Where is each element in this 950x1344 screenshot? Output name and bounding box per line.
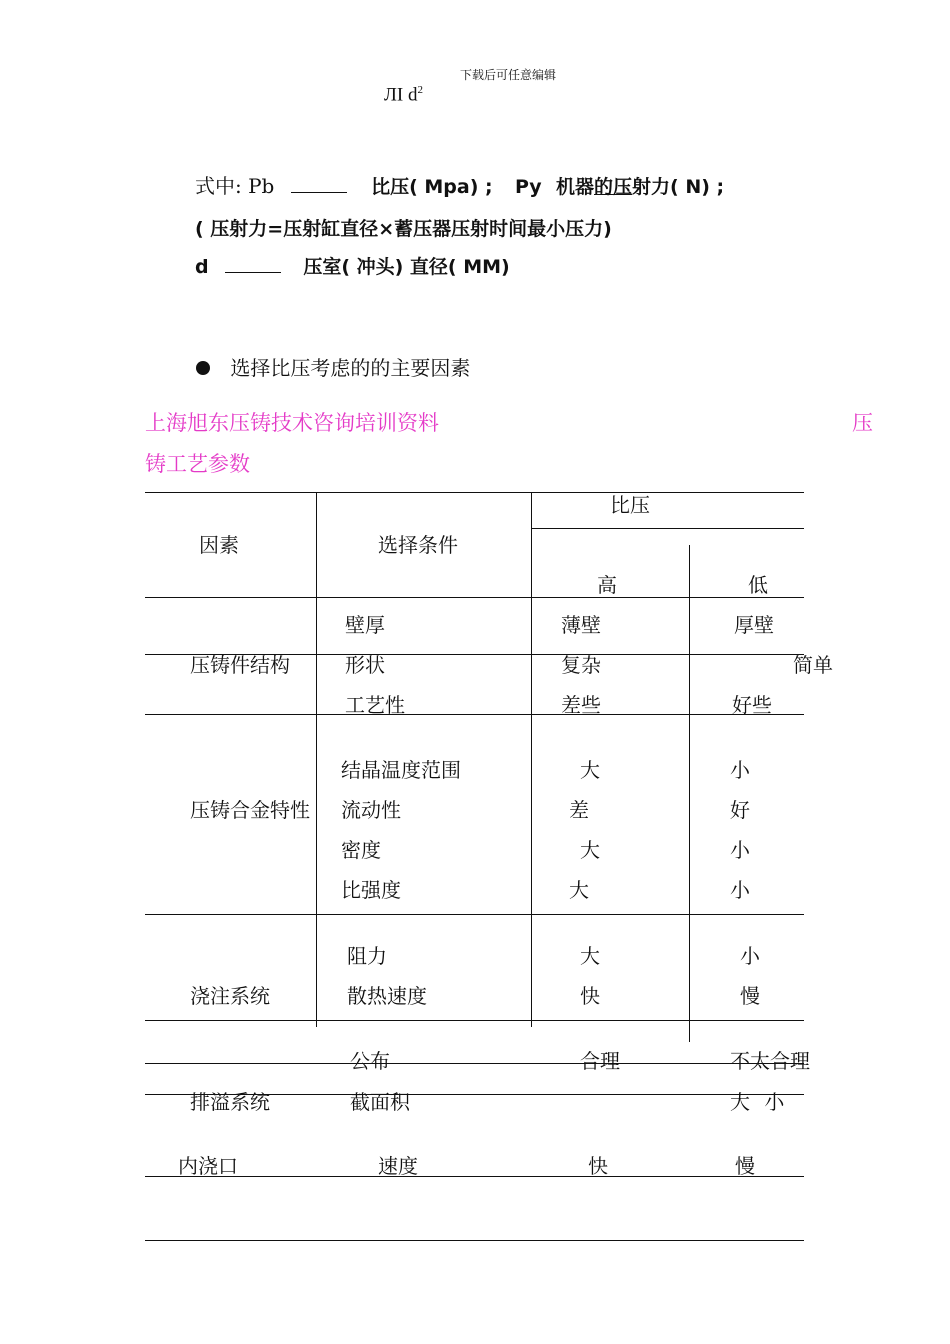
- table-rule: [316, 492, 317, 1027]
- condition-cell: 比强度: [341, 878, 401, 902]
- low-cell: 不太合理: [730, 1049, 810, 1073]
- high-cell: 大: [580, 838, 600, 862]
- table-rule: [145, 1020, 804, 1021]
- high-cell: 差: [569, 798, 589, 822]
- low-cell: 简单: [793, 653, 833, 677]
- factor-cell: 浇注系统: [190, 984, 270, 1008]
- condition-cell: 壁厚: [345, 613, 385, 637]
- low-cell: 厚壁: [734, 613, 774, 637]
- header-condition: 选择条件: [378, 533, 458, 557]
- def3-prefix: d: [195, 256, 209, 278]
- factor-cell: 排溢系统: [190, 1090, 270, 1114]
- magenta-title-left: 上海旭东压铸技术咨询培训资料: [145, 411, 439, 435]
- def1-term2a: 机器: [556, 176, 595, 198]
- formula-text: ЛI d: [384, 84, 418, 106]
- definition-line-3: [195, 254, 510, 279]
- high-cell: 合理: [580, 1049, 620, 1073]
- section-bullet-item: [196, 356, 470, 380]
- section-bullet-text: 选择比压考虑的的主要因素: [230, 356, 471, 380]
- header-high: 高: [597, 573, 617, 597]
- definition-line-1: [195, 174, 724, 199]
- def1-term1: 比压( Mpa) ;: [371, 176, 493, 198]
- table-rule: [145, 914, 804, 915]
- high-cell: 复杂: [561, 653, 601, 677]
- table-rule: [689, 545, 690, 1042]
- high-cell: 薄壁: [561, 613, 601, 637]
- condition-cell: 公布: [350, 1049, 390, 1073]
- def1-term2b: 的压: [594, 176, 633, 198]
- condition-cell: 截面积: [350, 1090, 410, 1114]
- condition-cell: 速度: [378, 1154, 418, 1178]
- low-cell: 小: [730, 838, 750, 862]
- blank-line: [291, 174, 347, 193]
- low-cell: 小: [730, 878, 750, 902]
- factor-cell: 内浇口: [178, 1154, 238, 1178]
- def3-term: 压室( 冲头) 直径( MM): [303, 256, 510, 278]
- low-cell: 慢: [740, 984, 760, 1008]
- formula-denominator: [384, 84, 423, 106]
- table-rule: [145, 492, 804, 493]
- magenta-title-right: 压: [852, 411, 873, 435]
- definition-line-2: ( 压射力=压射缸直径×蓄压器压射时间最小压力): [195, 218, 612, 240]
- def1-prefix: 式中: Pb: [195, 174, 275, 198]
- high-cell: 大: [580, 758, 600, 782]
- low-cell: 大 小: [730, 1090, 785, 1114]
- high-cell: 快: [580, 984, 600, 1008]
- condition-cell: 阻力: [347, 944, 387, 968]
- low-cell: 好: [730, 798, 750, 822]
- header-low: 低: [748, 573, 768, 597]
- high-cell: 大: [569, 878, 589, 902]
- low-cell: 慢: [735, 1154, 755, 1178]
- formula-exponent: 2: [417, 84, 423, 96]
- condition-cell: 形状: [345, 653, 385, 677]
- factor-cell: 压铸件结构: [190, 653, 290, 677]
- header-factor: 因素: [199, 533, 239, 557]
- table-rule: [145, 1240, 804, 1241]
- table-rule: [145, 1176, 804, 1177]
- table-rule: [531, 528, 804, 529]
- magenta-title-line2: 铸工艺参数: [145, 452, 250, 476]
- header-pressure: 比压: [610, 493, 650, 517]
- factor-cell: 压铸合金特性: [190, 798, 310, 822]
- table-rule: [145, 714, 804, 715]
- bullet-icon: [196, 361, 210, 375]
- high-cell: 快: [588, 1154, 608, 1178]
- blank-line: [225, 254, 281, 273]
- low-cell: 小: [740, 944, 760, 968]
- low-cell: 小: [730, 758, 750, 782]
- high-cell: 差些: [561, 693, 601, 717]
- def1-py: Py: [514, 176, 542, 198]
- table-rule: [145, 597, 804, 598]
- def1-term2c: 射力( N) ;: [632, 176, 725, 198]
- condition-cell: 散热速度: [347, 984, 427, 1008]
- condition-cell: 密度: [341, 838, 381, 862]
- header-note: 下载后可任意编辑: [460, 68, 557, 82]
- table-rule: [531, 492, 532, 1027]
- condition-cell: 结晶温度范围: [341, 758, 461, 782]
- low-cell: 好些: [732, 693, 772, 717]
- high-cell: 大: [580, 944, 600, 968]
- condition-cell: 工艺性: [345, 693, 405, 717]
- condition-cell: 流动性: [341, 798, 401, 822]
- table-rule: [145, 1063, 804, 1064]
